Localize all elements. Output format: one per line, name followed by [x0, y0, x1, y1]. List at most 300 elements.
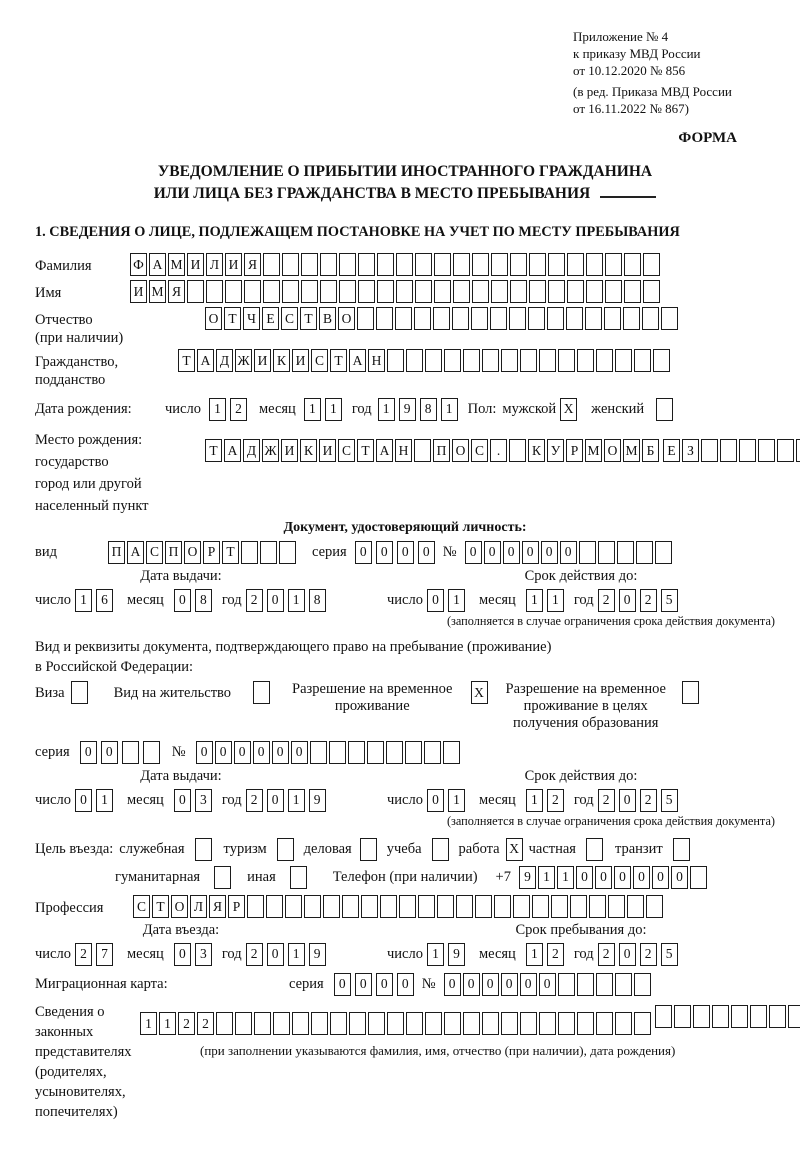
box-cell[interactable]: 0 [397, 541, 414, 564]
box-cell[interactable]: И [130, 280, 147, 303]
box-cell[interactable]: 0 [463, 973, 480, 996]
box-cell[interactable] [624, 253, 641, 276]
box-cell[interactable] [358, 253, 375, 276]
box-cell[interactable] [310, 741, 327, 764]
box-cell[interactable] [424, 741, 441, 764]
box-cell[interactable]: 2 [197, 1012, 214, 1035]
box-cell[interactable] [472, 280, 489, 303]
box-cell[interactable]: Т [357, 439, 374, 462]
box-cell[interactable] [558, 973, 575, 996]
box-cell[interactable]: 0 [539, 973, 556, 996]
box-cell[interactable]: Т [222, 541, 239, 564]
box-cell[interactable]: 1 [209, 398, 226, 421]
box-cell[interactable]: 0 [291, 741, 308, 764]
box-cell[interactable] [368, 1012, 385, 1035]
box-cell[interactable] [463, 1012, 480, 1035]
box-cell[interactable] [643, 280, 660, 303]
box-cell[interactable]: Р [228, 895, 245, 918]
box-cell[interactable] [482, 1012, 499, 1035]
box-cell[interactable]: 0 [560, 541, 577, 564]
box-cell[interactable]: 0 [355, 541, 372, 564]
box-cell[interactable] [490, 307, 507, 330]
box-cell[interactable]: 0 [376, 541, 393, 564]
box-cell[interactable]: 0 [503, 541, 520, 564]
box-cell[interactable] [558, 1012, 575, 1035]
box-cell[interactable] [589, 895, 606, 918]
box-cell[interactable]: X [471, 681, 488, 704]
box-cell[interactable] [682, 681, 699, 704]
box-cell[interactable] [577, 1012, 594, 1035]
box-cell[interactable]: И [187, 253, 204, 276]
box-cell[interactable]: Б [642, 439, 659, 462]
box-cell[interactable]: Ж [235, 349, 252, 372]
box-cell[interactable]: 0 [619, 943, 636, 966]
box-cell[interactable]: А [127, 541, 144, 564]
box-cell[interactable]: 0 [355, 973, 372, 996]
box-cell[interactable]: 1 [526, 589, 543, 612]
box-cell[interactable] [433, 307, 450, 330]
box-cell[interactable] [777, 439, 794, 462]
box-cell[interactable]: О [184, 541, 201, 564]
box-cell[interactable] [796, 439, 800, 462]
box-cell[interactable]: Л [190, 895, 207, 918]
box-cell[interactable] [472, 253, 489, 276]
box-cell[interactable]: 1 [448, 789, 465, 812]
box-cell[interactable] [463, 349, 480, 372]
box-cell[interactable]: Я [168, 280, 185, 303]
box-cell[interactable] [285, 895, 302, 918]
box-cell[interactable] [425, 349, 442, 372]
box-cell[interactable] [520, 349, 537, 372]
box-cell[interactable]: М [585, 439, 602, 462]
box-cell[interactable] [380, 895, 397, 918]
box-cell[interactable] [604, 307, 621, 330]
box-cell[interactable]: 5 [661, 789, 678, 812]
box-cell[interactable] [494, 895, 511, 918]
box-cell[interactable] [471, 307, 488, 330]
box-cell[interactable]: И [281, 439, 298, 462]
box-cell[interactable]: 5 [661, 589, 678, 612]
box-cell[interactable]: . [490, 439, 507, 462]
box-cell[interactable]: 0 [196, 741, 213, 764]
box-cell[interactable] [386, 741, 403, 764]
box-cell[interactable] [367, 741, 384, 764]
box-cell[interactable]: И [292, 349, 309, 372]
box-cell[interactable]: 0 [397, 973, 414, 996]
box-cell[interactable]: М [623, 439, 640, 462]
box-cell[interactable]: 0 [522, 541, 539, 564]
box-cell[interactable]: 3 [195, 943, 212, 966]
box-cell[interactable]: Т [205, 439, 222, 462]
box-cell[interactable] [788, 1005, 800, 1028]
box-cell[interactable] [266, 895, 283, 918]
box-cell[interactable]: Р [203, 541, 220, 564]
box-cell[interactable]: 2 [230, 398, 247, 421]
box-cell[interactable] [405, 741, 422, 764]
box-cell[interactable] [320, 280, 337, 303]
box-cell[interactable] [361, 895, 378, 918]
box-cell[interactable] [510, 280, 527, 303]
box-cell[interactable] [615, 349, 632, 372]
box-cell[interactable]: 8 [309, 589, 326, 612]
box-cell[interactable] [273, 1012, 290, 1035]
box-cell[interactable] [415, 280, 432, 303]
box-cell[interactable] [358, 280, 375, 303]
box-cell[interactable]: А [224, 439, 241, 462]
box-cell[interactable] [263, 280, 280, 303]
box-cell[interactable] [187, 280, 204, 303]
box-cell[interactable]: 0 [75, 789, 92, 812]
box-cell[interactable] [301, 280, 318, 303]
box-cell[interactable]: 1 [96, 789, 113, 812]
box-cell[interactable] [396, 280, 413, 303]
box-cell[interactable] [301, 253, 318, 276]
box-cell[interactable]: Н [368, 349, 385, 372]
box-cell[interactable]: 0 [80, 741, 97, 764]
box-cell[interactable] [656, 398, 673, 421]
box-cell[interactable] [615, 1012, 632, 1035]
box-cell[interactable]: Н [395, 439, 412, 462]
box-cell[interactable] [71, 681, 88, 704]
box-cell[interactable] [320, 253, 337, 276]
box-cell[interactable] [491, 253, 508, 276]
box-cell[interactable] [558, 349, 575, 372]
box-cell[interactable]: 0 [427, 789, 444, 812]
box-cell[interactable] [646, 895, 663, 918]
box-cell[interactable]: 0 [376, 973, 393, 996]
box-cell[interactable] [475, 895, 492, 918]
box-cell[interactable] [453, 280, 470, 303]
box-cell[interactable] [642, 307, 659, 330]
box-cell[interactable]: 0 [541, 541, 558, 564]
box-cell[interactable] [577, 973, 594, 996]
box-cell[interactable]: 0 [174, 943, 191, 966]
box-cell[interactable] [653, 349, 670, 372]
box-cell[interactable]: 0 [619, 789, 636, 812]
box-cell[interactable]: 0 [174, 789, 191, 812]
box-cell[interactable]: Е [663, 439, 680, 462]
box-cell[interactable]: Ч [243, 307, 260, 330]
box-cell[interactable]: 1 [75, 589, 92, 612]
box-cell[interactable] [548, 253, 565, 276]
box-cell[interactable] [769, 1005, 786, 1028]
box-cell[interactable]: 1 [304, 398, 321, 421]
box-cell[interactable] [432, 838, 449, 861]
box-cell[interactable]: 2 [598, 789, 615, 812]
box-cell[interactable]: 0 [484, 541, 501, 564]
box-cell[interactable] [434, 253, 451, 276]
box-cell[interactable] [456, 895, 473, 918]
box-cell[interactable]: 0 [267, 589, 284, 612]
box-cell[interactable]: М [149, 280, 166, 303]
box-cell[interactable] [624, 280, 641, 303]
box-cell[interactable] [253, 681, 270, 704]
box-cell[interactable] [214, 866, 231, 889]
box-cell[interactable] [548, 280, 565, 303]
box-cell[interactable]: 1 [140, 1012, 157, 1035]
box-cell[interactable] [520, 1012, 537, 1035]
box-cell[interactable] [434, 280, 451, 303]
box-cell[interactable]: 2 [246, 943, 263, 966]
box-cell[interactable]: С [146, 541, 163, 564]
box-cell[interactable] [339, 280, 356, 303]
box-cell[interactable]: С [471, 439, 488, 462]
box-cell[interactable]: 0 [267, 943, 284, 966]
box-cell[interactable]: Т [152, 895, 169, 918]
box-cell[interactable]: 1 [288, 789, 305, 812]
box-cell[interactable] [509, 307, 526, 330]
box-cell[interactable] [567, 253, 584, 276]
box-cell[interactable] [570, 895, 587, 918]
box-cell[interactable] [634, 349, 651, 372]
box-cell[interactable]: 0 [427, 589, 444, 612]
box-cell[interactable] [539, 349, 556, 372]
box-cell[interactable]: 2 [640, 789, 657, 812]
box-cell[interactable]: И [319, 439, 336, 462]
box-cell[interactable]: 0 [272, 741, 289, 764]
box-cell[interactable]: Р [566, 439, 583, 462]
box-cell[interactable] [395, 307, 412, 330]
box-cell[interactable]: 2 [547, 943, 564, 966]
box-cell[interactable] [225, 280, 242, 303]
box-cell[interactable]: 5 [661, 943, 678, 966]
box-cell[interactable] [643, 253, 660, 276]
box-cell[interactable] [349, 1012, 366, 1035]
box-cell[interactable] [482, 349, 499, 372]
box-cell[interactable] [452, 307, 469, 330]
box-cell[interactable] [277, 838, 294, 861]
box-cell[interactable] [532, 895, 549, 918]
box-cell[interactable]: 1 [526, 789, 543, 812]
box-cell[interactable]: 9 [519, 866, 536, 889]
box-cell[interactable]: 7 [96, 943, 113, 966]
box-cell[interactable]: 8 [420, 398, 437, 421]
box-cell[interactable]: В [319, 307, 336, 330]
box-cell[interactable]: 1 [159, 1012, 176, 1035]
box-cell[interactable] [605, 253, 622, 276]
box-cell[interactable] [731, 1005, 748, 1028]
box-cell[interactable] [586, 280, 603, 303]
box-cell[interactable] [608, 895, 625, 918]
box-cell[interactable] [195, 838, 212, 861]
box-cell[interactable]: О [452, 439, 469, 462]
box-cell[interactable]: Ф [130, 253, 147, 276]
box-cell[interactable] [551, 895, 568, 918]
box-cell[interactable] [216, 1012, 233, 1035]
box-cell[interactable] [596, 1012, 613, 1035]
box-cell[interactable]: 0 [444, 973, 461, 996]
box-cell[interactable] [241, 541, 258, 564]
box-cell[interactable]: 0 [501, 973, 518, 996]
box-cell[interactable] [750, 1005, 767, 1028]
box-cell[interactable]: 2 [640, 589, 657, 612]
box-cell[interactable]: 1 [538, 866, 555, 889]
box-cell[interactable] [387, 1012, 404, 1035]
box-cell[interactable] [235, 1012, 252, 1035]
box-cell[interactable] [577, 349, 594, 372]
box-cell[interactable] [501, 349, 518, 372]
box-cell[interactable]: 1 [557, 866, 574, 889]
box-cell[interactable] [661, 307, 678, 330]
box-cell[interactable] [406, 349, 423, 372]
box-cell[interactable]: 9 [309, 943, 326, 966]
box-cell[interactable]: О [604, 439, 621, 462]
box-cell[interactable] [529, 253, 546, 276]
box-cell[interactable]: 0 [576, 866, 593, 889]
box-cell[interactable] [567, 280, 584, 303]
box-cell[interactable]: О [205, 307, 222, 330]
box-cell[interactable]: 0 [652, 866, 669, 889]
box-cell[interactable] [617, 541, 634, 564]
box-cell[interactable] [598, 541, 615, 564]
box-cell[interactable] [623, 307, 640, 330]
box-cell[interactable]: Т [178, 349, 195, 372]
box-cell[interactable] [282, 280, 299, 303]
box-cell[interactable]: 9 [448, 943, 465, 966]
box-cell[interactable]: М [168, 253, 185, 276]
box-cell[interactable]: 1 [288, 943, 305, 966]
box-cell[interactable]: 0 [671, 866, 688, 889]
box-cell[interactable] [425, 1012, 442, 1035]
box-cell[interactable] [342, 895, 359, 918]
box-cell[interactable]: 0 [595, 866, 612, 889]
box-cell[interactable] [655, 541, 672, 564]
box-cell[interactable]: Е [262, 307, 279, 330]
box-cell[interactable]: К [300, 439, 317, 462]
box-cell[interactable] [693, 1005, 710, 1028]
box-cell[interactable] [279, 541, 296, 564]
box-cell[interactable] [323, 895, 340, 918]
box-cell[interactable]: X [506, 838, 523, 861]
box-cell[interactable] [415, 253, 432, 276]
box-cell[interactable]: 2 [246, 789, 263, 812]
box-cell[interactable]: 1 [288, 589, 305, 612]
box-cell[interactable]: 2 [598, 943, 615, 966]
box-cell[interactable] [339, 253, 356, 276]
box-cell[interactable] [674, 1005, 691, 1028]
box-cell[interactable]: 0 [418, 541, 435, 564]
box-cell[interactable] [396, 253, 413, 276]
box-cell[interactable] [615, 973, 632, 996]
box-cell[interactable] [443, 741, 460, 764]
box-cell[interactable] [437, 895, 454, 918]
box-cell[interactable] [406, 1012, 423, 1035]
box-cell[interactable] [539, 1012, 556, 1035]
box-cell[interactable] [418, 895, 435, 918]
box-cell[interactable]: 0 [633, 866, 650, 889]
box-cell[interactable] [720, 439, 737, 462]
box-cell[interactable] [510, 253, 527, 276]
box-cell[interactable]: 1 [526, 943, 543, 966]
box-cell[interactable]: X [560, 398, 577, 421]
box-cell[interactable] [627, 895, 644, 918]
box-cell[interactable]: 2 [246, 589, 263, 612]
box-cell[interactable] [655, 1005, 672, 1028]
box-cell[interactable]: Т [224, 307, 241, 330]
box-cell[interactable]: 1 [378, 398, 395, 421]
box-cell[interactable]: О [171, 895, 188, 918]
box-cell[interactable] [122, 741, 139, 764]
box-cell[interactable]: 2 [547, 789, 564, 812]
box-cell[interactable] [586, 253, 603, 276]
box-cell[interactable] [260, 541, 277, 564]
box-cell[interactable] [491, 280, 508, 303]
box-cell[interactable] [304, 895, 321, 918]
box-cell[interactable]: Я [244, 253, 261, 276]
box-cell[interactable] [758, 439, 775, 462]
box-cell[interactable] [377, 280, 394, 303]
box-cell[interactable] [579, 541, 596, 564]
box-cell[interactable]: 0 [174, 589, 191, 612]
box-cell[interactable]: А [149, 253, 166, 276]
box-cell[interactable]: 1 [547, 589, 564, 612]
box-cell[interactable] [712, 1005, 729, 1028]
box-cell[interactable] [528, 307, 545, 330]
box-cell[interactable]: А [376, 439, 393, 462]
box-cell[interactable]: 2 [178, 1012, 195, 1035]
box-cell[interactable]: Л [206, 253, 223, 276]
box-cell[interactable]: К [273, 349, 290, 372]
box-cell[interactable]: 9 [309, 789, 326, 812]
box-cell[interactable]: 0 [520, 973, 537, 996]
box-cell[interactable] [330, 1012, 347, 1035]
box-cell[interactable] [636, 541, 653, 564]
box-cell[interactable] [513, 895, 530, 918]
box-cell[interactable]: П [433, 439, 450, 462]
box-cell[interactable]: 0 [334, 973, 351, 996]
box-cell[interactable] [634, 1012, 651, 1035]
box-cell[interactable]: Т [330, 349, 347, 372]
box-cell[interactable]: И [225, 253, 242, 276]
box-cell[interactable]: 0 [267, 789, 284, 812]
box-cell[interactable] [501, 1012, 518, 1035]
box-cell[interactable]: С [338, 439, 355, 462]
box-cell[interactable] [247, 895, 264, 918]
box-cell[interactable] [377, 253, 394, 276]
box-cell[interactable] [357, 307, 374, 330]
box-cell[interactable]: Д [243, 439, 260, 462]
box-cell[interactable] [311, 1012, 328, 1035]
box-cell[interactable]: 0 [253, 741, 270, 764]
box-cell[interactable]: Ж [262, 439, 279, 462]
box-cell[interactable]: 2 [640, 943, 657, 966]
box-cell[interactable]: 0 [215, 741, 232, 764]
box-cell[interactable] [244, 280, 261, 303]
box-cell[interactable]: 9 [399, 398, 416, 421]
box-cell[interactable]: Д [216, 349, 233, 372]
box-cell[interactable]: П [108, 541, 125, 564]
box-cell[interactable] [585, 307, 602, 330]
box-cell[interactable]: С [311, 349, 328, 372]
box-cell[interactable] [596, 973, 613, 996]
box-cell[interactable] [529, 280, 546, 303]
box-cell[interactable]: 6 [96, 589, 113, 612]
box-cell[interactable] [634, 973, 651, 996]
box-cell[interactable] [263, 253, 280, 276]
box-cell[interactable] [292, 1012, 309, 1035]
box-cell[interactable]: 3 [195, 789, 212, 812]
box-cell[interactable]: 2 [75, 943, 92, 966]
box-cell[interactable]: Т [300, 307, 317, 330]
box-cell[interactable]: 2 [598, 589, 615, 612]
box-cell[interactable]: 0 [614, 866, 631, 889]
box-cell[interactable] [399, 895, 416, 918]
box-cell[interactable]: 1 [448, 589, 465, 612]
box-cell[interactable] [414, 439, 431, 462]
box-cell[interactable]: 0 [619, 589, 636, 612]
box-cell[interactable] [143, 741, 160, 764]
box-cell[interactable] [387, 349, 404, 372]
